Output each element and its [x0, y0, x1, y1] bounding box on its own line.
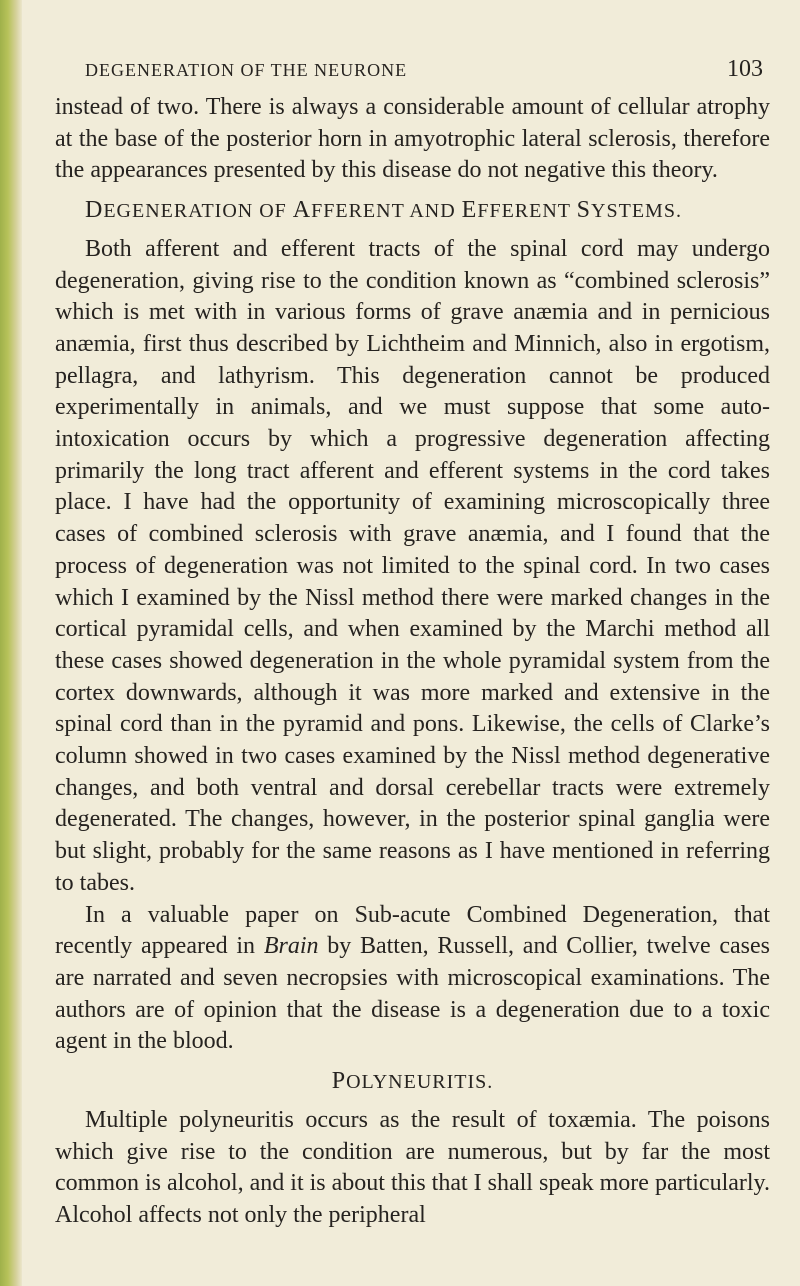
heading-initial: S: [576, 197, 592, 224]
heading-initial: E: [461, 197, 478, 224]
heading-text: OLYNEURITIS.: [346, 1071, 494, 1094]
section-heading-degeneration: [85, 195, 770, 228]
running-head: [55, 56, 770, 86]
paragraph-combined-sclerosis: Both afferent and efferent tracts of the spinal cord may undergo degeneration, giving rise to the condition known as “combined sclerosis” which is met with in various forms of grave anæmia and in pernicious anæmia, first thus described by Lichtheim and Minnich, also in ergotism, pellagra, and lathyrism. This degeneration cannot be produced experimentally in animals, and we must suppose that some auto-intoxication occurs by which a progressive degeneration affecting primarily the long tract afferent and efferent systems in the cord takes place. I have had the opportunity of examining microscopically three cases of combined sclerosis with grave anæmia, and I found that the process of degeneration was not limited to the spinal cord. In two cases which I examined by the Nissl method there were marked changes in the cortical pyramidal cells, and when examined by the Marchi method all these cases showed degeneration in the whole pyramidal system from the cortex downwards, although it was more marked and extensive in the spinal cord than in the pyramid and pons. Likewise, the cells of Clarke’s column showed in two cases examined by the Nissl method degenerative changes, and both ventral and dorsal cerebellar tracts were extremely degenerated. The changes, however, in the posterior spinal ganglia were but slight, probably for the same reasons as I have mentioned in referring to tabes.: [55, 235, 770, 896]
page-edge-binding: [0, 0, 22, 1286]
paragraph-polyneuritis: Multiple polyneuritis occurs as the result of toxæmia. The poisons which give rise to the condition are numerous, but by far the most common is alcohol, and it is about this that I shall speak more particularly. Alcohol affects not only the peripheral: [55, 1106, 770, 1228]
heading-text: FFERENT: [477, 200, 577, 223]
paragraph-continued: instead of two. There is always a considerable amount of cellular atrophy at the base of the posterior horn in amyotrophic lateral sclerosis, therefore the appearances presented by this disease do not negative this theory.: [55, 94, 770, 184]
book-page: [55, 0, 770, 1286]
heading-text: YSTEMS.: [591, 200, 682, 223]
body-text: [55, 92, 770, 1232]
page-number: 103: [727, 56, 763, 82]
heading-initial: A: [292, 197, 312, 224]
paragraph-subacute-degeneration: [55, 900, 770, 1059]
paragraph-text: In a valuable paper on Sub-acute Combined Degeneration, that recently appeared in: [55, 901, 770, 960]
heading-text: EGENERATION OF: [103, 200, 293, 223]
heading-initial: P: [331, 1068, 347, 1095]
heading-initial: D: [85, 197, 104, 224]
running-title: DEGENERATION OF THE NEURONE: [85, 60, 408, 80]
section-heading-polyneuritis: [55, 1066, 770, 1099]
heading-text: FFERENT AND: [311, 200, 462, 223]
journal-title: Brain: [263, 933, 319, 960]
paragraph-text: by Batten, Russell, and Collier, twelve cases are narrated and seven necropsies with microscopical examinations. The authors are of opinion that the disease is a degeneration due to a toxic agent in the blood.: [55, 933, 771, 1055]
